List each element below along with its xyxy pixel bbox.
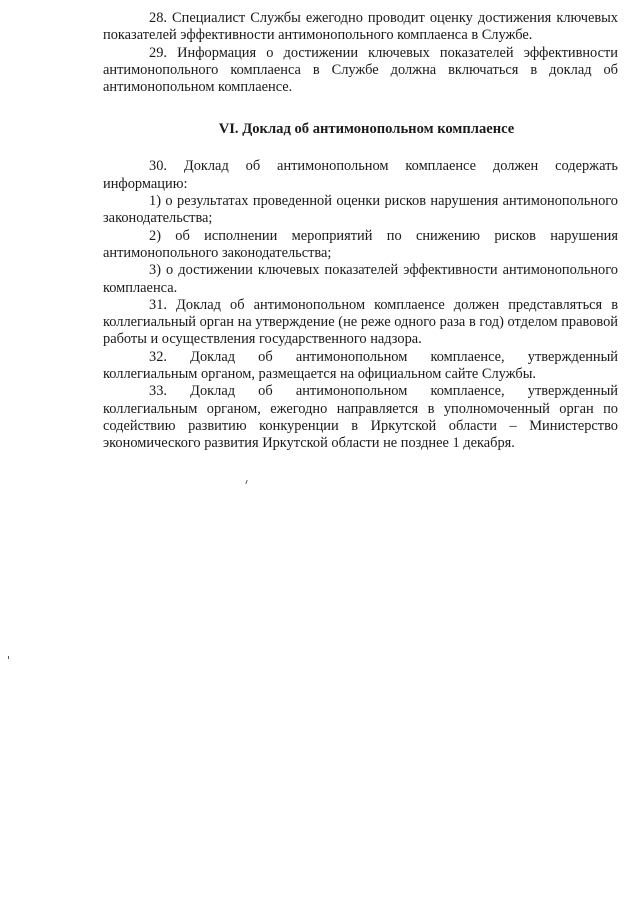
list-item-1: 1) о результатах проведенной оценки рисков нарушения антимонопольного законодательства; <box>103 193 618 227</box>
section-heading: VI. Доклад об антимонопольном комплаенсе <box>218 121 515 138</box>
scan-mark <box>245 480 247 484</box>
paragraph-29: 29. Информация о достижении ключевых показателей эффективности антимонопольного комплаенса в Службе должна включаться в доклад об антимонопольном комплаенсе. <box>103 44 618 96</box>
paragraph-28: 28. Специалист Службы ежегодно проводит оценку достижения ключевых показателей эффективности антимонопольного комплаенса в Службе. <box>103 10 618 44</box>
list-item-3: 3) о достижении ключевых показателей эффективности антимонопольного комплаенса. <box>103 262 618 296</box>
paragraph-31: 31. Доклад об антимонопольном комплаенсе должен представляться в коллегиальный орган на утверждение (не реже одного раза в год) отделом правовой работы и осуществления государственного надзора. <box>103 296 618 348</box>
scan-mark-left <box>8 656 9 659</box>
document-body <box>103 10 618 453</box>
list-item-2: 2) об исполнении мероприятий по снижению рисков нарушения антимонопольного законодательства; <box>103 227 618 261</box>
paragraph-33: 33. Доклад об антимонопольном комплаенсе, утвержденный коллегиальным органом, ежегодно направляется в уполномоченный орган по содействию развитию конкуренции в Иркутской области – Министерство экономического развития Иркутской области не позднее 1 декабря. <box>103 383 618 452</box>
paragraph-30: 30. Доклад об антимонопольном комплаенсе должен содержать информацию: <box>103 158 618 192</box>
paragraph-32: 32. Доклад об антимонопольном комплаенсе, утвержденный коллегиальным органом, размещается на официальном сайте Службы. <box>103 348 618 383</box>
